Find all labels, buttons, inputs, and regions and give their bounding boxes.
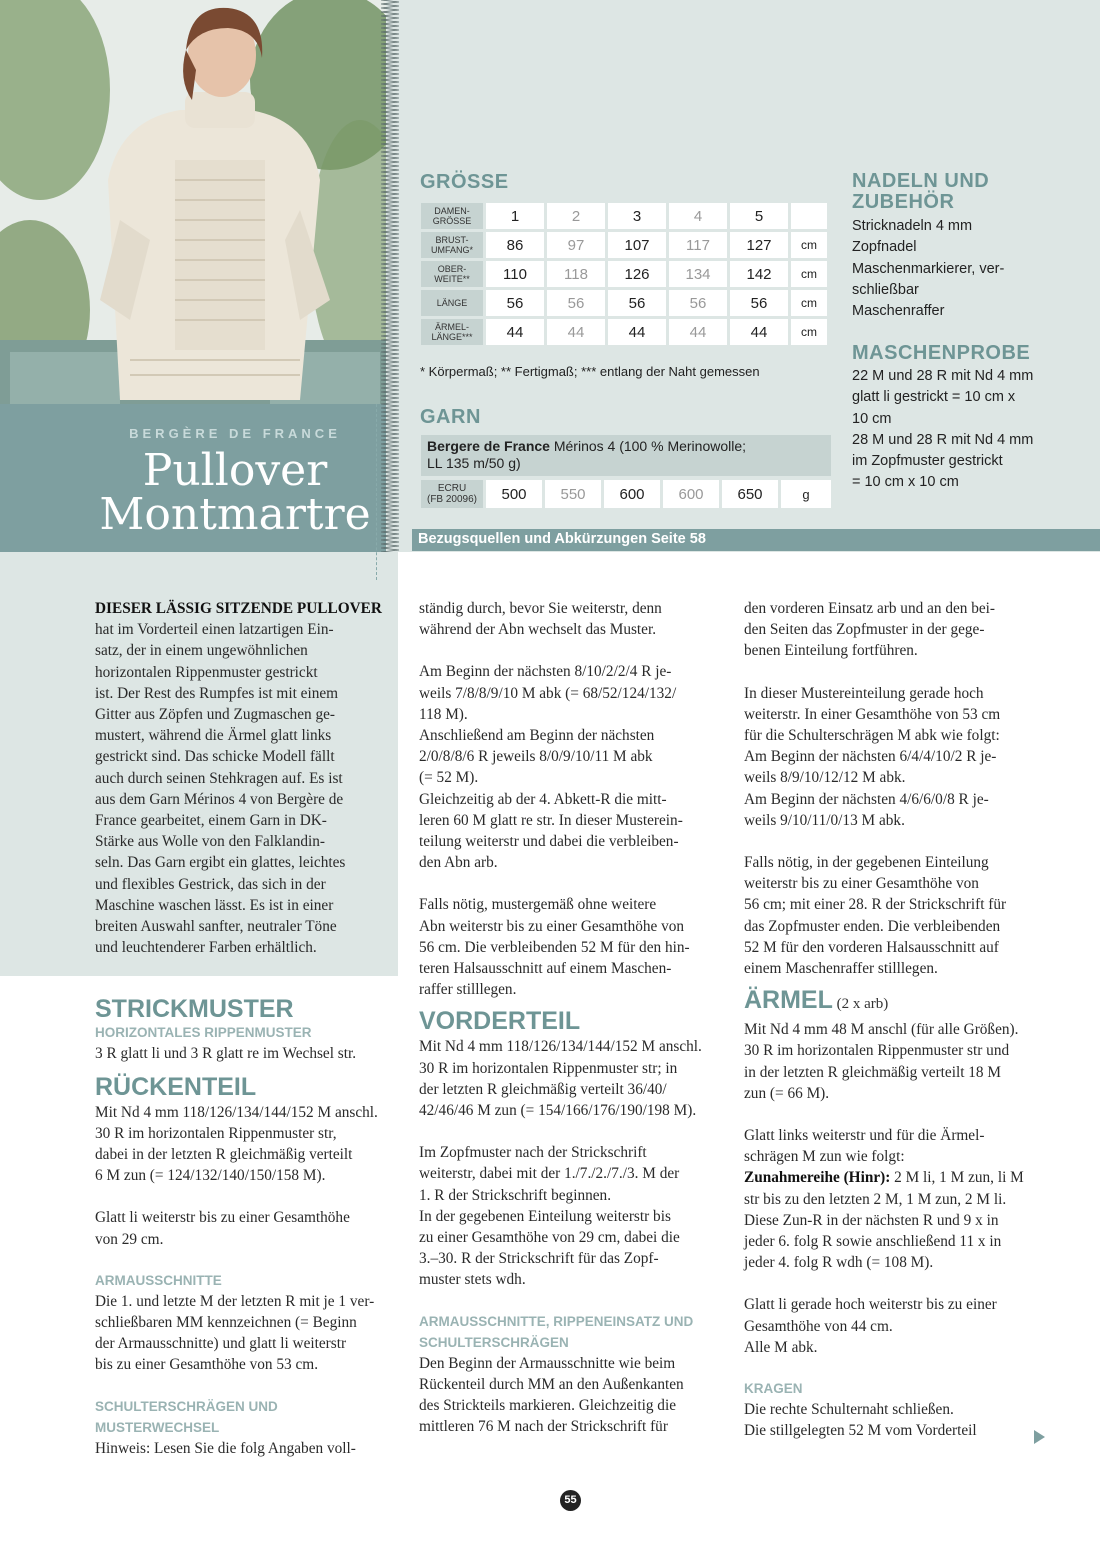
yarn-amount: 600 — [663, 480, 719, 508]
yarn-description — [421, 435, 831, 476]
yarn-name: Mérinos 4 (100 % Merinowolle; — [549, 438, 747, 454]
size-value: 142 — [730, 261, 788, 287]
size-row-label: BRUST- UMFANG* — [421, 232, 483, 258]
schulter-text: Hinweis: Lesen Sie die folg Angaben voll- — [95, 1439, 356, 1457]
nadeln-heading: NADELN UND ZUBEHÖR — [852, 170, 990, 213]
size-value: 44 — [547, 319, 605, 345]
size-table-row — [421, 319, 827, 345]
size-value: 2 — [547, 203, 605, 229]
size-unit: cm — [791, 261, 827, 287]
size-unit — [791, 203, 827, 229]
size-unit: cm — [791, 319, 827, 345]
intro-lead: DIESER LÄSSIG SITZENDE PULLOVER — [95, 600, 382, 617]
page-number: 55 — [560, 1490, 581, 1511]
rippenmuster-text: 3 R glatt li und 3 R glatt re im Wechsel str. — [95, 1045, 357, 1063]
size-value: 86 — [486, 232, 544, 258]
size-row-label: OBER- WEITE** — [421, 261, 483, 287]
size-row-label: DAMEN- GRÖSSE — [421, 203, 483, 229]
yarn-length: LL 135 m/50 g) — [427, 455, 521, 471]
size-row-label: ÄRMEL- LÄNGE*** — [421, 319, 483, 345]
col3-paragraph: Glatt li gerade hoch weiterstr bis zu einer Gesamthöhe von 44 cm. Alle M abk. — [744, 1296, 997, 1356]
size-value: 44 — [486, 319, 544, 345]
armausschnitte-heading: ARMAUSSCHNITTE — [95, 1272, 222, 1288]
title-block — [0, 404, 386, 552]
rueckenteil-heading: RÜCKENTEIL — [95, 1072, 257, 1101]
size-value: 44 — [608, 319, 666, 345]
model-photo-illustration — [0, 0, 386, 404]
size-value: 56 — [608, 290, 666, 316]
size-value: 5 — [730, 203, 788, 229]
strickmuster-heading: STRICKMUSTER — [95, 995, 294, 1024]
col2-paragraph: Mit Nd 4 mm 118/126/134/144/152 M anschl. 30 R im horizontalen Rippenmuster str; in der letzten R gleichmäßig verteilt 36/40/ 42/46/46 M zun (= 154/166/176/190/198 M). — [419, 1038, 702, 1120]
yarn-unit: g — [781, 480, 831, 508]
size-value: 44 — [730, 319, 788, 345]
col2-paragraph: Den Beginn der Armausschnitte wie beim Rückenteil durch MM an den Außenkanten des Strickteils markieren. Gleichzeitig die mittleren 76 M nach der Strickschrift für — [419, 1354, 684, 1436]
kragen-heading: KRAGEN — [744, 1381, 803, 1397]
yarn-color-label: ECRU (FB 20096) — [421, 480, 483, 508]
nadeln-list — [852, 216, 1092, 322]
column-3 — [744, 598, 1054, 1442]
model-photo — [0, 0, 386, 404]
col3-paragraph: den vorderen Einsatz arb und an den bei- den Seiten das Zopfmuster in der gege- benen Einteilung fortführen. — [744, 600, 996, 660]
size-table-row — [421, 203, 827, 229]
size-value: 4 — [669, 203, 727, 229]
yarn-amount: 600 — [604, 480, 660, 508]
intro-text: hat im Vorderteil einen latzartigen Ein- satz, der in einem ungewöhnlichen horizontalen Rippenmuster gestrickt ist. Der Rest des Rumpfes ist mit einem Gitter aus Zöpfen und Zugmaschen ge- mustert, während die Ärmel glatt links gestrickt sind. Das schicke Modell fällt auch durch seinen Stehkragen auf. Es ist aus dem Garn Mérinos 4 von Bergère de France gearbeitet, einem Garn in DK- Stärke aus Wolle von den Falklandin- seln. Das Garn ergibt ein glattes, leichtes und flexibles Gestrick, das sich in der Maschine waschen lässt. Es ist in einer breiten Auswahl sanfter, neutraler Töne und leuchtenderer Farben erhältlich. — [95, 621, 346, 957]
size-row-label: LÄNGE — [421, 290, 483, 316]
col3-paragraph: Falls nötig, in der gegebenen Einteilung weiterstr bis zu einer Gesamthöhe von 56 cm; mit einer 28. R der Strickschrift für das Zopfmuster enden. Die verbleibenden 52 M für den vorderen Halsausschnitt auf einem Maschenraffer stilllegen. — [744, 854, 1007, 978]
col3-paragraph: Mit Nd 4 mm 48 M anschl (für alle Größen). 30 R im horizontalen Rippenmuster str und in der letzten R gleichmäßig verteilt 18 M zun (= 66 M). — [744, 1021, 1019, 1102]
size-value: 56 — [486, 290, 544, 316]
column-2 — [419, 598, 729, 1438]
col3-paragraph: Glatt links weiterstr und für die Ärmel- schrägen M zun wie folgt: — [744, 1127, 985, 1166]
size-value: 134 — [669, 261, 727, 287]
size-value: 126 — [608, 261, 666, 287]
sources-bar: Bezugsquellen und Abkürzungen Seite 58 — [412, 529, 1100, 551]
size-value: 127 — [730, 232, 788, 258]
size-value: 97 — [547, 232, 605, 258]
schulter-heading: SCHULTERSCHRÄGEN UND MUSTERWECHSEL — [95, 1398, 278, 1435]
vorderteil-heading: VORDERTEIL — [419, 1007, 581, 1036]
column-1 — [95, 598, 400, 1459]
nadeln-item: Maschenraffer — [852, 303, 945, 320]
continue-arrow-icon[interactable] — [1034, 1430, 1045, 1444]
size-table-row — [421, 232, 827, 258]
size-table-row — [421, 290, 827, 316]
yarn-amount: 650 — [722, 480, 778, 508]
size-value: 56 — [669, 290, 727, 316]
size-value: 56 — [730, 290, 788, 316]
size-value: 107 — [608, 232, 666, 258]
yarn-table — [418, 477, 834, 511]
yarn-amount: 550 — [545, 480, 601, 508]
groesse-heading: GRÖSSE — [420, 171, 509, 193]
size-value: 56 — [547, 290, 605, 316]
aermel-heading: ÄRMEL (2 x arb) — [744, 986, 889, 1015]
pattern-title-line1: Pullover — [142, 445, 328, 496]
size-footnote: * Körpermaß; ** Fertigmaß; *** entlang der Naht gemessen — [420, 364, 760, 379]
nadeln-item: Zopfnadel — [852, 239, 917, 256]
col2-paragraph: Am Beginn der nächsten 8/10/2/2/4 R je- weils 7/8/8/9/10 M abk (= 68/52/124/132/ 118 M). Anschließend am Beginn der nächsten 2/0/8/8/6 R jeweils 8/0/9/10/11 M abk (= 52 M). Gleichzeitig ab der 4. Abkett-R die mitt- leren 60 M glatt re str. In dieser Musterein- teilung weiterstr und dabei die verbleiben- den Abn arb. — [419, 663, 683, 872]
nadeln-item: Stricknadeln 4 mm — [852, 218, 973, 234]
size-table — [418, 200, 830, 348]
yarn-brand: Bergere de France — [427, 438, 550, 454]
size-value: 1 — [486, 203, 544, 229]
col2-paragraph: Im Zopfmuster nach der Strickschrift weiterstr, dabei mit der 1./7./2./7./3. M der 1. R der Strickschrift beginnen. In der gegebenen Einteilung weiterstr bis zu einer Gesamthöhe von 29 cm, dabei die 3.–30. R der Strickschrift für das Zopf- muster stets wdh. — [419, 1144, 680, 1289]
size-table-row — [421, 261, 827, 287]
pattern-title-line2: Montmartre — [99, 489, 371, 540]
nadeln-item: Maschenmarkierer, ver- — [852, 260, 1005, 277]
yarn-amount: 500 — [486, 480, 542, 508]
col2-paragraph: ständig durch, bevor Sie weiterstr, denn während der Abn wechselt das Muster. — [419, 600, 662, 639]
size-unit: cm — [791, 290, 827, 316]
maschenprobe-heading: MASCHENPROBE — [852, 342, 1031, 364]
yarn-row — [421, 480, 831, 508]
armausschnitte-text: Die 1. und letzte M der letzten R mit je 1 ver- schließbaren MM kennzeichnen (= Beginn der Armausschnitte) und glatt li weiterstr bis zu einer Gesamthöhe von 53 cm. — [95, 1292, 375, 1374]
armausschnitte-rippeneinsatz-heading: ARMAUSSCHNITTE, RIPPENEINSATZ UND SCHULTERSCHRÄGEN — [419, 1313, 694, 1350]
size-value: 118 — [547, 261, 605, 287]
maschenprobe-text: 22 M und 28 R mit Nd 4 mm glatt li gestrickt = 10 cm x 10 cm 28 M und 28 R mit Nd 4 mm im Zopfmuster gestrickt = 10 cm x 10 cm — [852, 368, 1034, 491]
increase-row-text: Zunahmereihe (Hinr): 2 M li, 1 M zun, li M str bis zu den letzten 2 M, 1 M zun, 2 M li. Diese Zun-R in der nächsten R und 9 x in jeder 6. folg R sowie anschließend 11 x in jeder 4. folg R wdh (= 108 M). — [744, 1169, 1024, 1272]
col2-paragraph: Falls nötig, mustergemäß ohne weitere Abn weiterstr bis zu einer Gesamthöhe von 56 cm. Die verbleibenden 52 M für den hin- teren Halsausschnitt auf einem Maschen- raffer stilllegen. — [419, 896, 690, 999]
rippenmuster-heading: HORIZONTALES RIPPENMUSTER — [95, 1025, 312, 1041]
size-value: 117 — [669, 232, 727, 258]
size-unit: cm — [791, 232, 827, 258]
size-value: 110 — [486, 261, 544, 287]
nadeln-item: schließbar — [852, 281, 919, 298]
rueckenteil-text-2: Glatt li weiterstr bis zu einer Gesamthöhe von 29 cm. — [95, 1209, 350, 1248]
cut-line — [376, 404, 377, 580]
spiral-binding-decoration — [381, 0, 399, 552]
size-value: 44 — [669, 319, 727, 345]
col3-paragraph: In dieser Mustereinteilung gerade hoch weiterstr. In einer Gesamthöhe von 53 cm für die Schulterschrägen M abk wie folgt: Am Beginn der nächsten 6/4/4/10/2 R je- weils 8/9/10/12/12 M abk. Am Beginn der nächsten 4/6/6/0/8 R je- weils 9/10/11/0/13 M abk. — [744, 684, 1001, 829]
size-value: 3 — [608, 203, 666, 229]
rueckenteil-text: Mit Nd 4 mm 118/126/134/144/152 M anschl. 30 R im horizontalen Rippenmuster str, dabei in der letzten R gleichmäßig verteilt 6 M zun (= 124/132/140/150/158 M). — [95, 1103, 378, 1185]
brand-name: BERGÈRE DE FRANCE — [129, 426, 341, 441]
col3-paragraph: Die rechte Schulternaht schließen. Die stillgelegten 52 M vom Vorderteil — [744, 1401, 977, 1440]
garn-heading: GARN — [420, 406, 481, 428]
